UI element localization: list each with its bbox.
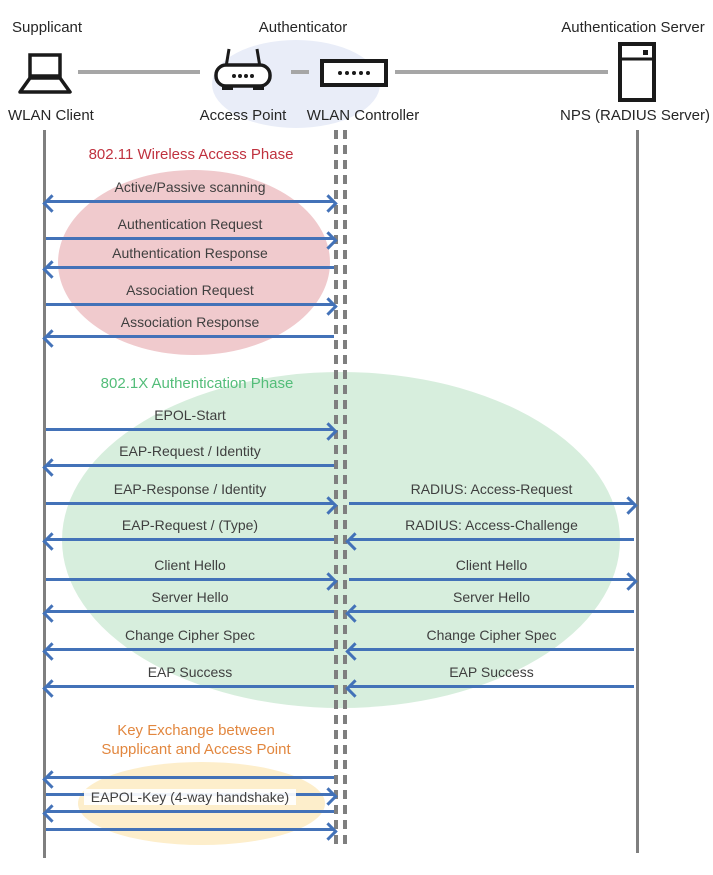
actor-role-authenticator: Authenticator	[258, 19, 348, 36]
message-arrow	[46, 538, 334, 541]
message-label	[40, 282, 340, 299]
message-label	[40, 216, 340, 233]
message-label-text: EAP Success	[147, 664, 233, 680]
message-label-text: RADIUS: Access-Request	[410, 481, 573, 497]
arrowhead-right-icon	[619, 496, 637, 514]
message-label	[40, 627, 340, 644]
message-label	[40, 443, 340, 460]
message-arrow	[46, 200, 334, 203]
message-arrow	[46, 776, 334, 779]
message-arrow	[46, 810, 334, 813]
message-label-text: EAP-Response / Identity	[113, 481, 267, 497]
message-arrow	[46, 237, 334, 240]
message-label-text: Association Request	[126, 282, 254, 298]
arrowhead-right-icon	[619, 572, 637, 590]
message-label	[342, 557, 642, 574]
message-arrow	[46, 578, 334, 581]
phase3-title-line1: Key Exchange between	[117, 722, 275, 739]
connector-client-ap	[78, 70, 200, 74]
message-arrow	[349, 502, 634, 505]
message-label-text: EAP Success	[449, 664, 534, 680]
device-label-access-point: Access Point	[199, 107, 287, 124]
message-label	[40, 407, 340, 424]
message-label-text: EAP-Request / Identity	[119, 443, 261, 459]
message-arrow	[46, 428, 334, 431]
laptop-icon	[14, 52, 76, 96]
message-arrow	[46, 464, 334, 467]
message-label	[40, 245, 340, 262]
message-label-text: RADIUS: Access-Challenge	[405, 517, 578, 533]
message-label	[342, 627, 642, 644]
message-label-text: Change Cipher Spec	[125, 627, 255, 643]
actor-role-authentication-server: Authentication Server	[561, 19, 705, 36]
message-arrow	[46, 303, 334, 306]
connector-ap-controller	[291, 70, 309, 74]
message-arrow	[46, 335, 334, 338]
message-label-text: Change Cipher Spec	[426, 627, 557, 643]
message-arrow	[46, 610, 334, 613]
message-arrow	[349, 685, 634, 688]
message-label-text: Association Response	[120, 314, 260, 330]
message-arrow	[46, 828, 334, 831]
message-arrow	[349, 538, 634, 541]
message-label	[342, 664, 642, 681]
message-label-text: Client Hello	[455, 557, 528, 573]
message-label-text: EPOL-Start	[154, 407, 226, 423]
message-label	[40, 589, 340, 606]
message-label	[40, 314, 340, 331]
phase2-title: 802.1X Authentication Phase	[100, 375, 294, 392]
access-point-icon	[210, 47, 276, 95]
phase1-title: 802.11 Wireless Access Phase	[88, 146, 294, 163]
phase3-title-line2: Supplicant and Access Point	[101, 741, 291, 758]
message-label-text: Active/Passive scanning	[114, 179, 266, 195]
message-arrow	[349, 648, 634, 651]
message-label-text: Server Hello	[452, 589, 531, 605]
message-label	[40, 664, 340, 681]
message-arrow	[46, 685, 334, 688]
message-label	[40, 789, 340, 806]
message-label	[40, 557, 340, 574]
message-label	[342, 517, 642, 534]
connector-controller-server	[395, 70, 608, 74]
device-label-nps-radius-server: NPS (RADIUS Server)	[559, 107, 711, 124]
message-label-text: Server Hello	[151, 589, 229, 605]
message-label	[40, 517, 340, 534]
message-label-text: EAP-Request / (Type)	[121, 517, 259, 533]
device-label-wlan-controller: WLAN Controller	[306, 107, 420, 124]
message-label-text: Authentication Response	[112, 245, 268, 261]
message-label-text: Client Hello	[154, 557, 226, 573]
wlan-controller-icon	[320, 59, 388, 87]
actor-role-supplicant: Supplicant	[12, 19, 83, 36]
message-label	[342, 589, 642, 606]
message-arrow	[46, 648, 334, 651]
message-label-text: EAPOL-Key (4-way handshake)	[84, 789, 296, 805]
message-label	[40, 179, 340, 196]
message-label	[40, 481, 340, 498]
server-icon	[617, 42, 657, 102]
message-arrow	[46, 502, 334, 505]
message-label-text: Authentication Request	[117, 216, 263, 232]
message-arrow	[349, 610, 634, 613]
device-label-wlan-client: WLAN Client	[8, 107, 94, 124]
message-label	[342, 481, 642, 498]
message-arrow	[349, 578, 634, 581]
message-arrow	[46, 266, 334, 269]
